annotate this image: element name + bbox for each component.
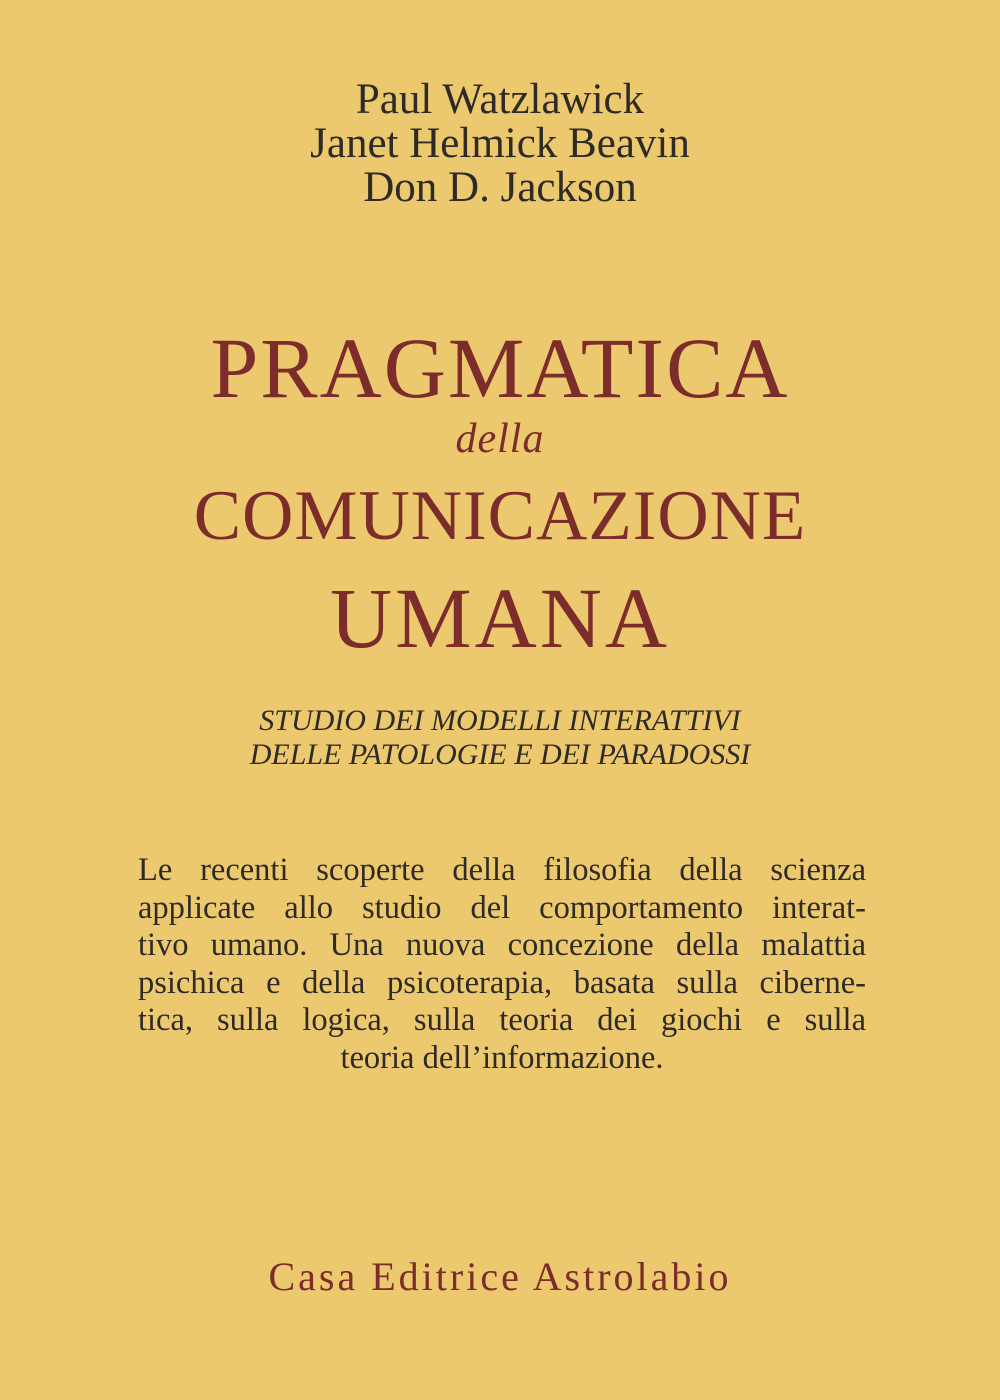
subtitle — [0, 704, 1000, 772]
author-name: Janet Helmick Beavin — [310, 120, 690, 167]
author-name: Paul Watzlawick — [355, 76, 645, 123]
title-line-della: della — [455, 416, 545, 462]
blurb-line: tivo umano. Una nuova concezione della malattia — [138, 927, 866, 963]
blurb-line: tica, sulla logica, sulla teoria dei giochi e sulla — [138, 1002, 866, 1038]
blurb-line: applicate allo studio del comportamento interat- — [138, 889, 866, 926]
title-line-umana: UMANA — [330, 570, 670, 666]
subtitle-line: DELLE PATOLOGIE E DEI PARADOSSI — [249, 738, 751, 771]
title-line-comunicazione: COMUNICAZIONE — [193, 477, 807, 555]
title-line-pragmatica: PRAGMATICA — [210, 320, 790, 416]
blurb-line: psichica e della psicoterapia, basata sulla ciberne- — [138, 964, 866, 1001]
subtitle-line: STUDIO DEI MODELLI INTERATTIVI — [259, 704, 741, 737]
cover-blurb — [138, 852, 866, 1077]
blurb-line: teoria dell’informazione. — [340, 1039, 664, 1076]
author-name: Don D. Jackson — [363, 164, 637, 211]
blurb-line: Le recenti scoperte della filosofia della scienza — [138, 852, 866, 888]
authors — [0, 78, 1000, 210]
publisher-name: Casa Editrice Astrolabio — [268, 1254, 732, 1299]
